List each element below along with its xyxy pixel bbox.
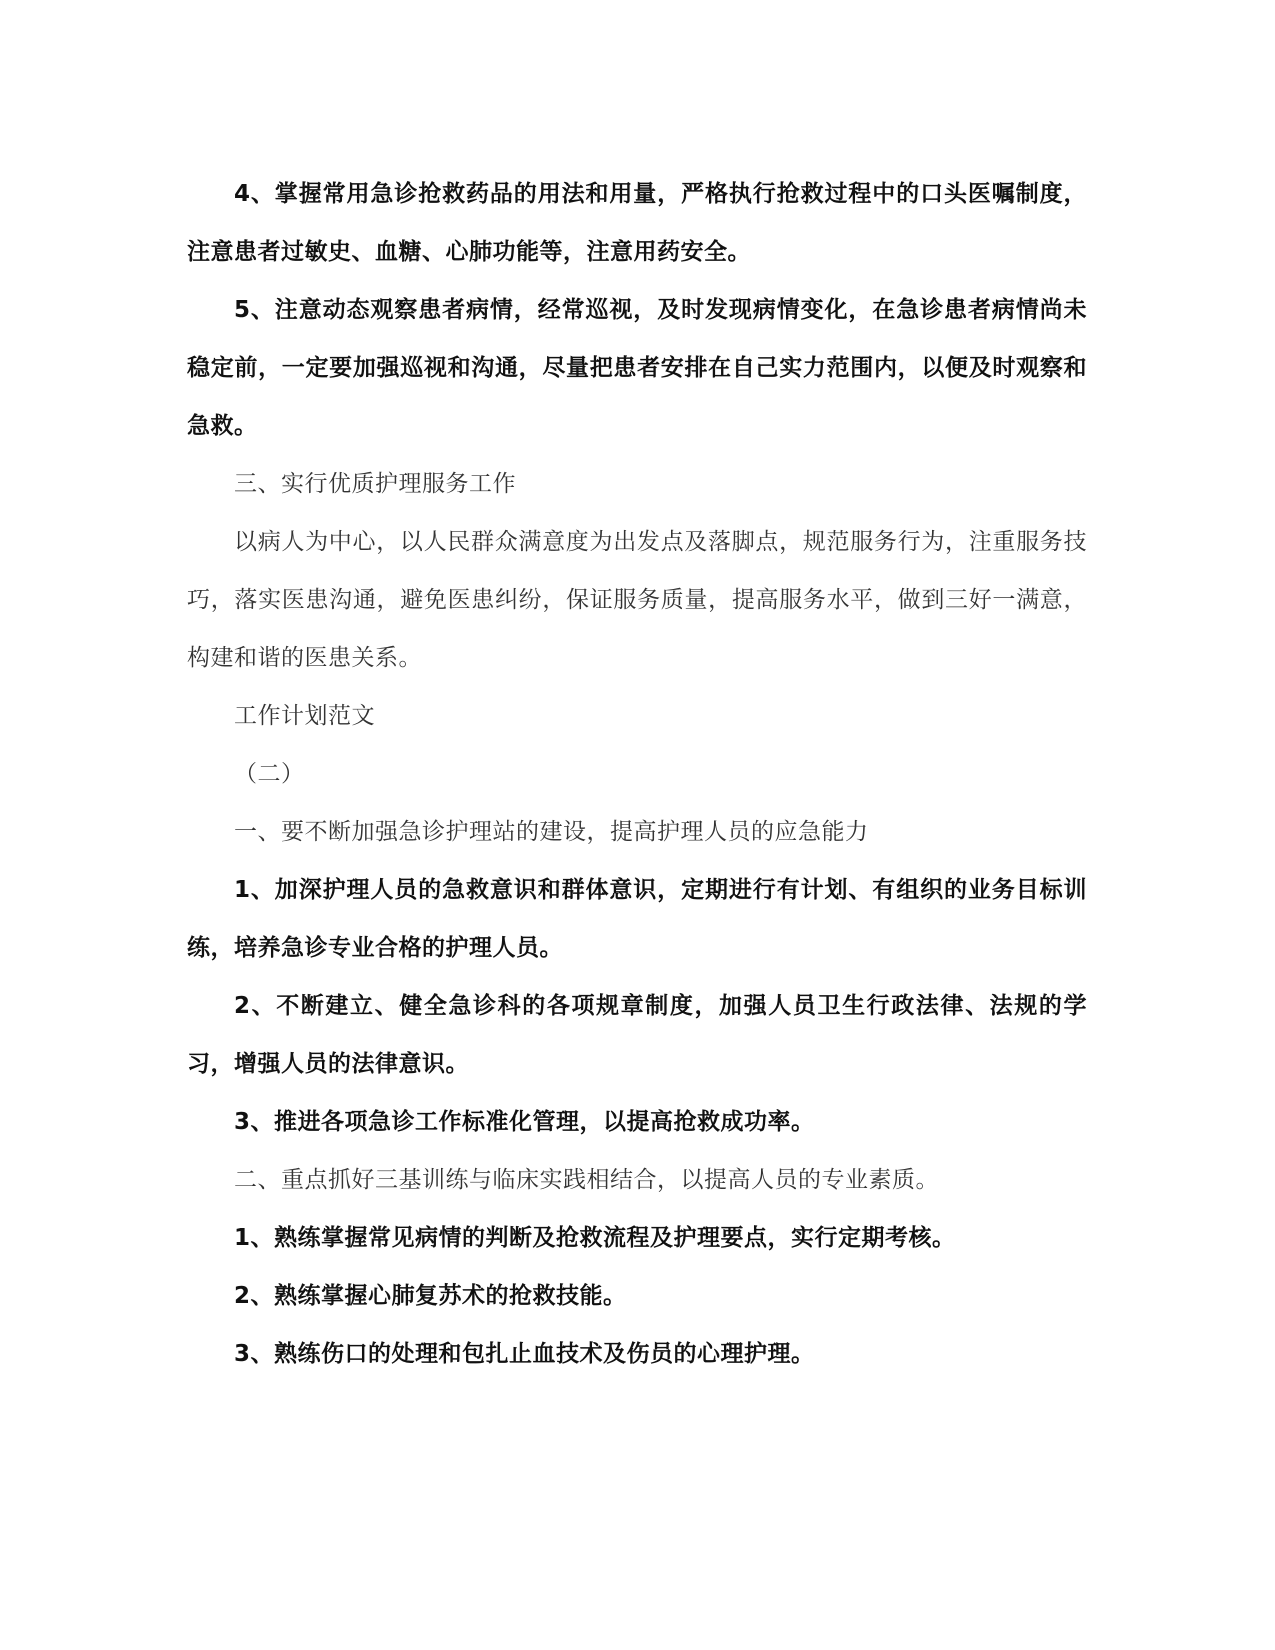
section-heading-1: 一、要不断加强急诊护理站的建设，提高护理人员的应急能力 [234, 819, 869, 845]
paragraph-item-4: 4、掌握常用急诊抢救药品的用法和用量，严格执行抢救过程中的口头医嘱制度，注意患者过敏史、血糖、心肺功能等，注意用药安全。 [187, 181, 1087, 265]
paragraph-item-1a: 1、加深护理人员的急救意识和群体意识，定期进行有计划、有组织的业务目标训练，培养急诊专业合格的护理人员。 [187, 877, 1087, 961]
paragraph-item-2a: 2、不断建立、健全急诊科的各项规章制度，加强人员卫生行政法律、法规的学习，增强人员的法律意识。 [187, 993, 1087, 1077]
paragraph-item-1b: 1、熟练掌握常见病情的判断及抢救流程及护理要点，实行定期考核。 [234, 1225, 956, 1251]
paragraph-item-3b: 3、熟练伤口的处理和包扎止血技术及伤员的心理护理。 [234, 1341, 815, 1367]
section-heading-3: 三、实行优质护理服务工作 [234, 471, 516, 497]
paragraph-item-2b: 2、熟练掌握心肺复苏术的抢救技能。 [234, 1283, 627, 1309]
document-body [187, 165, 1087, 1383]
section-heading-2: 二、重点抓好三基训练与临床实践相结合，以提高人员的专业素质。 [234, 1167, 939, 1193]
section-number: （二） [234, 761, 305, 787]
subtitle-work-plan: 工作计划范文 [234, 703, 375, 729]
paragraph-service: 以病人为中心，以人民群众满意度为出发点及落脚点，规范服务行为，注重服务技巧，落实医患沟通，避免医患纠纷，保证服务质量，提高服务水平，做到三好一满意，构建和谐的医患关系。 [187, 529, 1087, 671]
paragraph-item-3a: 3、推进各项急诊工作标准化管理，以提高抢救成功率。 [234, 1109, 815, 1135]
paragraph-item-5: 5、注意动态观察患者病情，经常巡视，及时发现病情变化，在急诊患者病情尚未稳定前，一定要加强巡视和沟通，尽量把患者安排在自己实力范围内，以便及时观察和急救。 [187, 297, 1087, 439]
